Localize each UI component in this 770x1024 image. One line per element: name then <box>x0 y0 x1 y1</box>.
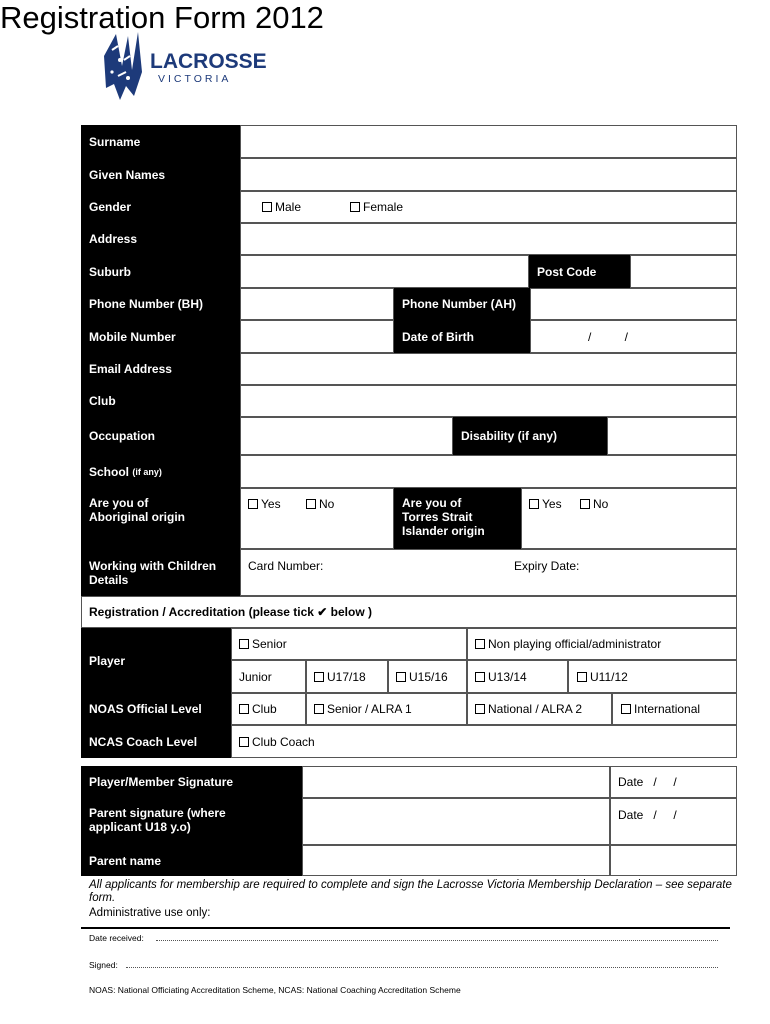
disability-field[interactable] <box>607 417 737 455</box>
dob-field[interactable] <box>530 320 737 353</box>
senior-option[interactable]: Senior <box>239 637 287 651</box>
male-label: Male <box>275 200 302 214</box>
noas-label: NOAS Official Level <box>81 693 231 725</box>
parent-name-label: Parent name <box>81 845 302 876</box>
school-note: (if any) <box>132 466 162 477</box>
u1112-checkbox[interactable] <box>577 672 587 682</box>
mobile-field[interactable] <box>240 320 394 353</box>
aboriginal-no[interactable]: No <box>306 497 334 511</box>
given-names-label: Given Names <box>81 158 240 191</box>
admin-divider <box>81 927 730 929</box>
address-field[interactable] <box>240 223 737 255</box>
signed-line[interactable] <box>126 967 718 968</box>
school-label: School (if any) <box>81 455 240 488</box>
noas-national-option[interactable]: National / ALRA 2 <box>475 702 582 716</box>
junior-label: Junior <box>239 670 272 684</box>
gender-field <box>240 191 737 223</box>
noas-senior-option[interactable]: Senior / ALRA 1 <box>314 702 412 716</box>
noas-national-checkbox[interactable] <box>475 704 485 714</box>
aboriginal-yes-checkbox[interactable] <box>248 499 258 509</box>
parent-signature-label: Parent signature (where applicant U18 y.o) <box>81 798 302 845</box>
lacrosse-victoria-logo <box>98 26 278 104</box>
suburb-field[interactable] <box>240 255 529 288</box>
phone-bh-field[interactable] <box>240 288 394 320</box>
u1718-checkbox[interactable] <box>314 672 324 682</box>
email-label: Email Address <box>81 353 240 385</box>
wwc-label: Working with Children Details <box>81 549 240 596</box>
noas-senior-checkbox[interactable] <box>314 704 324 714</box>
male-option[interactable] <box>262 200 301 214</box>
u1314-checkbox[interactable] <box>475 672 485 682</box>
noas-club-option[interactable]: Club <box>239 702 277 716</box>
occupation-label: Occupation <box>81 417 240 455</box>
noas-international-option[interactable]: International <box>621 702 700 716</box>
date-received-label: Date received: <box>89 933 144 943</box>
parent-date-label: Date / / <box>618 808 677 822</box>
registration-heading: Registration / Accreditation (please tick ✔ below ) <box>89 605 373 619</box>
mobile-label: Mobile Number <box>81 320 240 353</box>
surname-field[interactable] <box>240 125 737 158</box>
date-received-line[interactable] <box>156 940 718 941</box>
club-field[interactable] <box>240 385 737 417</box>
school-field[interactable] <box>240 455 737 488</box>
post-code-label: Post Code <box>529 255 630 288</box>
senior-checkbox[interactable] <box>239 639 249 649</box>
u1718-option[interactable]: U17/18 <box>314 670 366 684</box>
player-label: Player <box>81 628 231 693</box>
declaration-note: All applicants for membership are required to complete and sign the Lacrosse Victoria Membership Declaration – see separate form. <box>89 879 732 904</box>
torres-yes[interactable]: Yes <box>529 497 562 511</box>
phone-bh-label: Phone Number (BH) <box>81 288 240 320</box>
u1314-option[interactable]: U13/14 <box>475 670 527 684</box>
logo-sub: VICTORIA <box>158 73 232 85</box>
phone-ah-label: Phone Number (AH) <box>394 288 530 320</box>
female-option[interactable] <box>350 200 403 214</box>
club-label: Club <box>81 385 240 417</box>
u1112-option[interactable]: U11/12 <box>577 670 628 684</box>
page-title: Registration Form 2012 <box>0 0 324 35</box>
phone-ah-field[interactable] <box>530 288 737 320</box>
signed-label: Signed: <box>89 960 118 970</box>
noas-club-checkbox[interactable] <box>239 704 249 714</box>
non-playing-option[interactable]: Non playing official/administrator <box>475 637 661 651</box>
disability-label: Disability (if any) <box>453 417 607 455</box>
given-names-field[interactable] <box>240 158 737 191</box>
parent-name-field[interactable] <box>302 845 610 876</box>
ncas-label: NCAS Coach Level <box>81 725 231 758</box>
club-coach-option[interactable]: Club Coach <box>239 735 315 749</box>
male-checkbox[interactable] <box>262 202 272 212</box>
torres-label: Are you of Torres Strait Islander origin <box>394 488 521 549</box>
logo-word: LACROSSE <box>150 50 267 73</box>
member-signature-label: Player/Member Signature <box>81 766 302 798</box>
address-label: Address <box>81 223 240 255</box>
email-field[interactable] <box>240 353 737 385</box>
u1516-checkbox[interactable] <box>396 672 406 682</box>
acronyms-note: NOAS: National Officiating Accreditation Scheme, NCAS: National Coaching Accreditation Scheme <box>89 985 461 995</box>
female-label: Female <box>363 200 404 214</box>
dob-label: Date of Birth <box>394 320 530 353</box>
suburb-label: Suburb <box>81 255 240 288</box>
expiry-date-label: Expiry Date: <box>514 559 580 573</box>
card-number-label: Card Number: <box>248 559 324 573</box>
female-checkbox[interactable] <box>350 202 360 212</box>
post-code-field[interactable] <box>630 255 737 288</box>
gender-label: Gender <box>81 191 240 223</box>
aboriginal-yes[interactable]: Yes <box>248 497 281 511</box>
aboriginal-no-checkbox[interactable] <box>306 499 316 509</box>
u1516-option[interactable]: U15/16 <box>396 670 448 684</box>
dob-slashes: / / <box>588 330 629 344</box>
member-date-label: Date / / <box>618 775 677 789</box>
aboriginal-label: Are you of Aboriginal origin <box>81 488 240 549</box>
noas-international-checkbox[interactable] <box>621 704 631 714</box>
surname-label: Surname <box>81 125 240 158</box>
torres-no[interactable]: No <box>580 497 608 511</box>
torres-no-checkbox[interactable] <box>580 499 590 509</box>
parent-signature-field[interactable] <box>302 798 610 845</box>
club-coach-checkbox[interactable] <box>239 737 249 747</box>
member-signature-field[interactable] <box>302 766 610 798</box>
torres-yes-checkbox[interactable] <box>529 499 539 509</box>
non-playing-checkbox[interactable] <box>475 639 485 649</box>
parent-name-extra <box>610 845 737 876</box>
admin-use-label: Administrative use only: <box>89 907 211 919</box>
occupation-field[interactable] <box>240 417 453 455</box>
